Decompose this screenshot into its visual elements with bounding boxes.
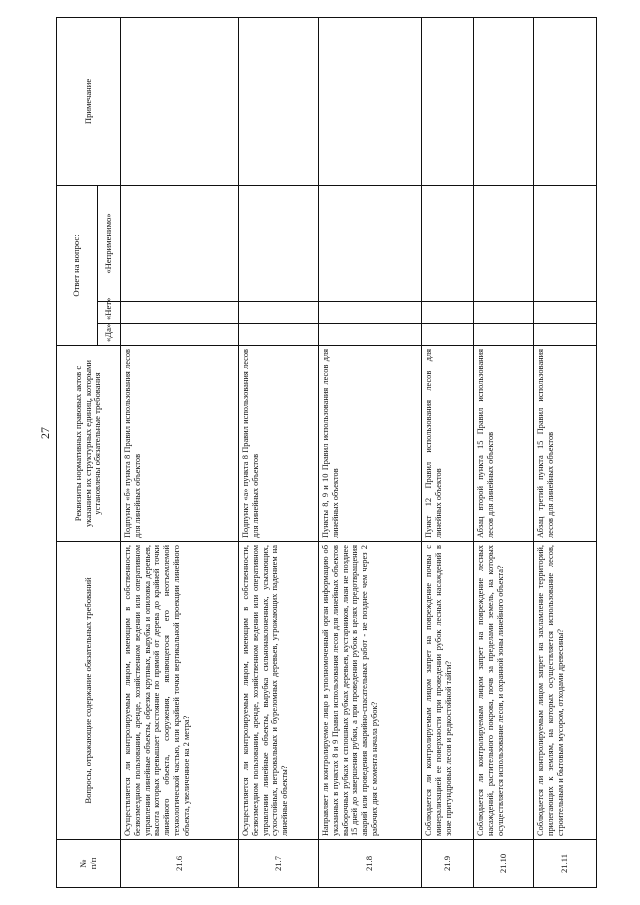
row-question: Соблюдается ли контролируемым лицом запрет на повреждение лесных насаждений, растительного покрова, почв за пределами земель, на которых осуществляется использование лесов, и охранной зоны линейного объекта? (474, 542, 534, 840)
header-note: Примечание (57, 17, 121, 185)
header-na: «Неприменимо» (98, 185, 121, 301)
row-question: Соблюдается ли контролируемым лицом запрет на повреждение почвы с минерализацией ее поверхности при проведении рубок лесных насаждений в зоне притундровых лесов и редкостойной тайги? (422, 542, 474, 840)
note-cell[interactable] (474, 17, 534, 185)
note-cell[interactable] (121, 17, 239, 185)
note-cell[interactable] (534, 17, 597, 185)
answer-na-cell[interactable] (319, 185, 422, 301)
answer-na-cell[interactable] (121, 185, 239, 301)
page-number: 27 (38, 427, 52, 439)
row-number: 21.6 (121, 840, 239, 888)
row-requisites: Пункт 12 Правил использования лесов для линейных объектов (422, 346, 474, 542)
answer-yes-cell[interactable] (319, 324, 422, 346)
row-question: Осуществляется ли контролируемым лицом, имеющим в собственности, безвозмездном пользовании, аренде, хозяйственном ведении или оперативном управлении линейные объекты, вырубка сильнонаклоненных, усыхающих, сухостойных, ветровальных и буреломных деревьев, угрожающих падением на линейные объекты? (239, 542, 319, 840)
row-number: 21.10 (474, 840, 534, 888)
row-requisites: Подпункт «а» пункта 8 Правил использования лесов для линейных объектов (239, 346, 319, 542)
header-yes: «Да» (98, 324, 121, 346)
answer-yes-cell[interactable] (534, 324, 597, 346)
answer-no-cell[interactable] (319, 302, 422, 324)
table-row (422, 17, 474, 887)
answer-na-cell[interactable] (534, 185, 597, 301)
answer-no-cell[interactable] (474, 302, 534, 324)
rotated-checklist (56, 18, 586, 888)
header-answer-group: Ответ на вопрос: (57, 185, 98, 345)
table-row (121, 17, 239, 887)
row-requisites: Подпункт «б» пункта 8 Правил использования лесов для линейных объектов (121, 346, 239, 542)
row-number: 21.8 (319, 840, 422, 888)
row-requisites: Абзац второй пункта 15 Правил использования лесов для линейных объектов (474, 346, 534, 542)
answer-na-cell[interactable] (239, 185, 319, 301)
row-number: 21.11 (534, 840, 597, 888)
row-requisites: Абзац третий пункта 15 Правил использования лесов для линейных объектов (534, 346, 597, 542)
table-row (239, 17, 319, 887)
answer-no-cell[interactable] (534, 302, 597, 324)
header-no: «Нет» (98, 302, 121, 324)
answer-no-cell[interactable] (121, 302, 239, 324)
note-cell[interactable] (422, 17, 474, 185)
row-number: 21.9 (422, 840, 474, 888)
table-row (534, 17, 597, 887)
answer-na-cell[interactable] (422, 185, 474, 301)
row-question: Осуществляется ли контролируемым лицом, имеющим в собственности, безвозмездном пользовании, аренде, хозяйственном ведении или оперативном управлении линейные объекты, обрезка крупных, вырубка и опиловка деревьев, высота которых превышает расстояние по прямой от дерева до крайней точки линейного объекта, сооружения, являющегося его неотъемлемой технологической частью, или крайней точки вертикальной проекции линейного объекта, увеличенное на 2 метра? (121, 542, 239, 840)
answer-no-cell[interactable] (239, 302, 319, 324)
row-number: 21.7 (239, 840, 319, 888)
answer-yes-cell[interactable] (121, 324, 239, 346)
row-question: Соблюдается ли контролируемым лицом запрет на захламление территорий, прилегающих к землям, на которых осуществляется использование лесов, строительным и бытовым мусором, отходами древесины? (534, 542, 597, 840)
header-row-1 (57, 17, 98, 887)
answer-yes-cell[interactable] (422, 324, 474, 346)
answer-na-cell[interactable] (474, 185, 534, 301)
note-cell[interactable] (239, 17, 319, 185)
header-questions: Вопросы, отражающие содержание обязательных требований (57, 542, 121, 840)
checklist-table (56, 17, 597, 888)
answer-yes-cell[interactable] (474, 324, 534, 346)
header-num: № п/п (57, 840, 121, 888)
answer-no-cell[interactable] (422, 302, 474, 324)
row-question: Направляет ли контролируемое лицо в уполномоченный орган информацию об указанных в пунктах 8 и 9 Правил использования лесов для линейных объектов выборочных рубках и сплошных рубках деревьев, кустарников, лиан не позднее 15 дней до завершения рубки, а при проведении рубок в целях предотвращения аварий или проведения аварийно-спасательных работ - не позднее чем через 2 рабочих дня с момента начала рубок? (319, 542, 422, 840)
table-row (319, 17, 422, 887)
note-cell[interactable] (319, 17, 422, 185)
answer-yes-cell[interactable] (239, 324, 319, 346)
table-row (474, 17, 534, 887)
row-requisites: Пункты 8, 9 и 10 Правил использования лесов для линейных объектов (319, 346, 422, 542)
header-requisites: Реквизиты нормативных правовых актов с указанием их структурных единиц, которыми установлены обязательные требования (57, 346, 121, 542)
